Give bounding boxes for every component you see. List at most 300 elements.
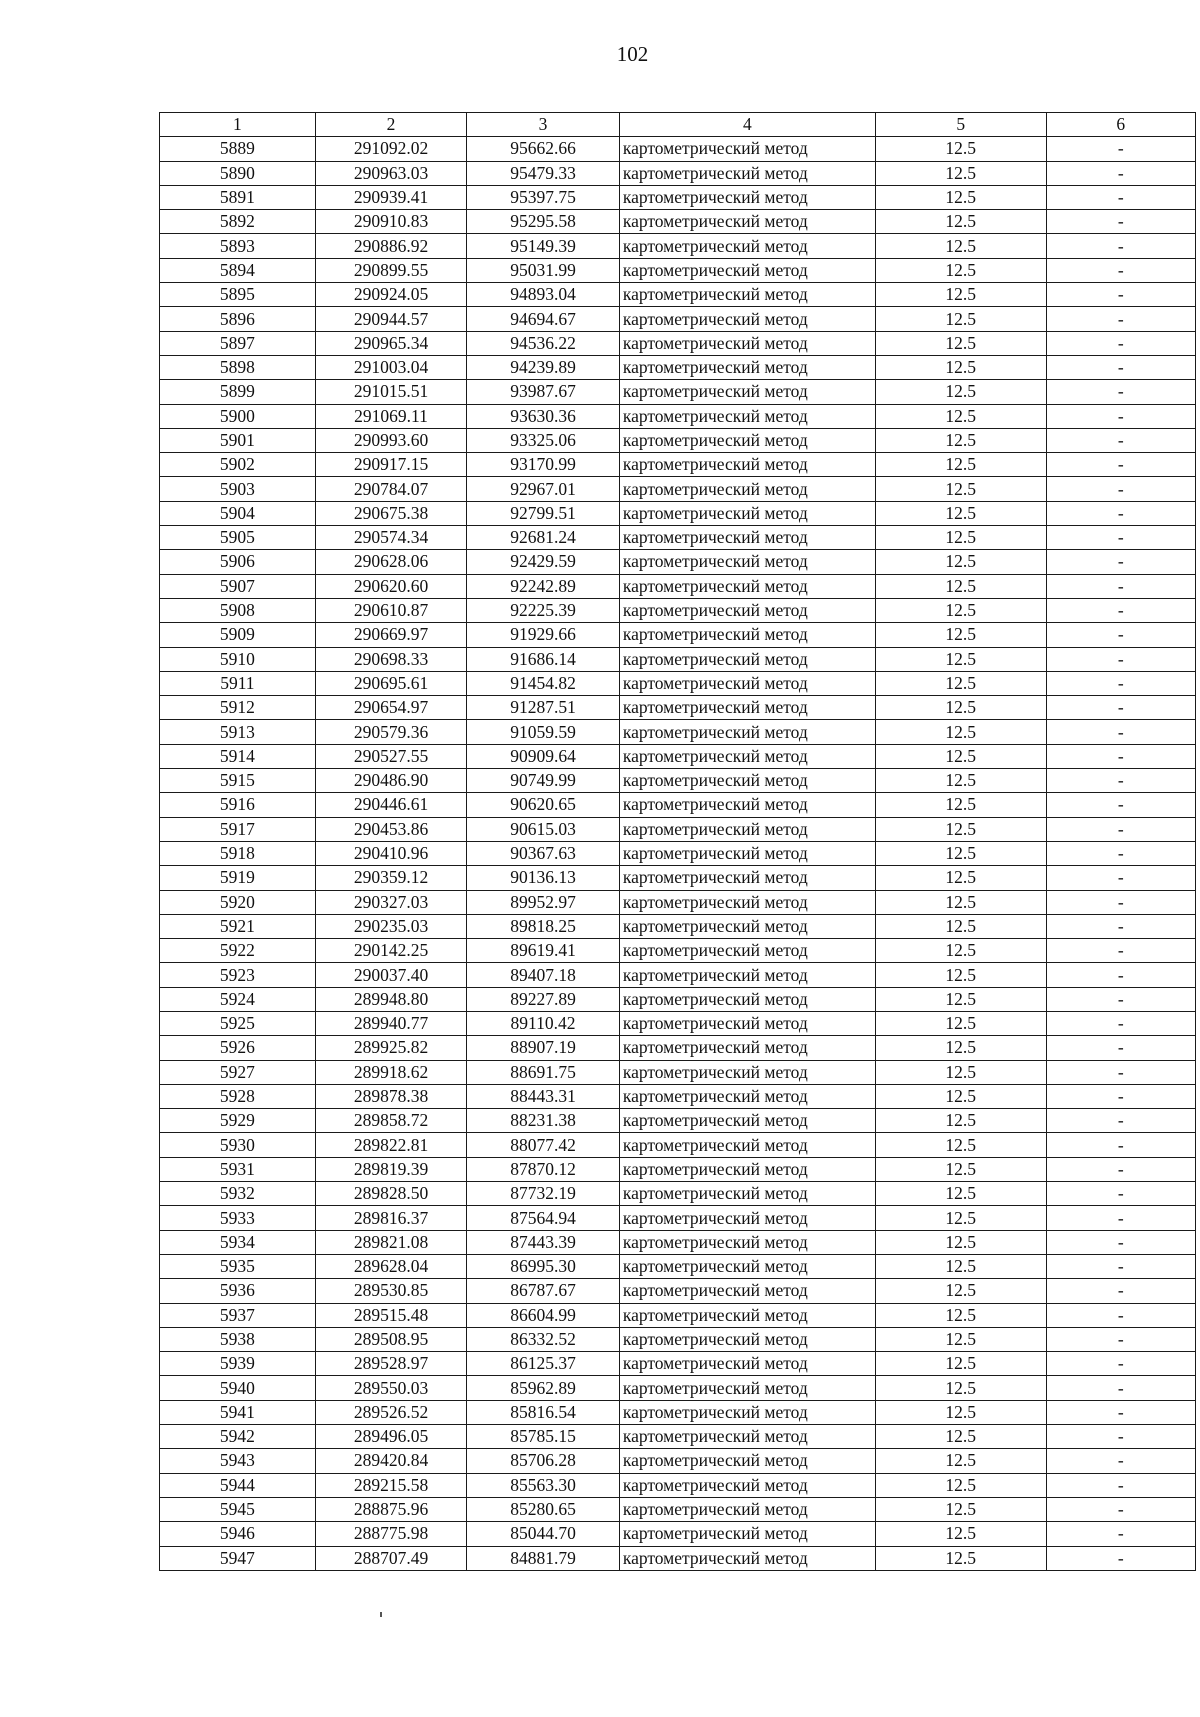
note-cell: - (1046, 428, 1195, 452)
table-row (160, 769, 1196, 793)
note-cell: - (1046, 1230, 1195, 1254)
x-coordinate-cell: 291092.02 (315, 137, 467, 161)
x-coordinate-cell: 290910.83 (315, 210, 467, 234)
accuracy-cell: 12.5 (875, 866, 1046, 890)
y-coordinate-cell: 95031.99 (467, 258, 620, 282)
method-cell: картометрический метод (619, 720, 875, 744)
table-row (160, 1473, 1196, 1497)
x-coordinate-cell: 290939.41 (315, 185, 467, 209)
x-coordinate-cell: 290486.90 (315, 769, 467, 793)
accuracy-cell: 12.5 (875, 987, 1046, 1011)
point-number-cell: 5913 (160, 720, 316, 744)
point-number-cell: 5919 (160, 866, 316, 890)
y-coordinate-cell: 92967.01 (467, 477, 620, 501)
x-coordinate-cell: 289628.04 (315, 1254, 467, 1278)
accuracy-cell: 12.5 (875, 744, 1046, 768)
note-cell: - (1046, 453, 1195, 477)
y-coordinate-cell: 93987.67 (467, 380, 620, 404)
y-coordinate-cell: 85706.28 (467, 1449, 620, 1473)
table-row (160, 550, 1196, 574)
y-coordinate-cell: 89818.25 (467, 914, 620, 938)
table-row (160, 1400, 1196, 1424)
table-row (160, 185, 1196, 209)
table-row (160, 1084, 1196, 1108)
method-cell: картометрический метод (619, 769, 875, 793)
point-number-cell: 5898 (160, 355, 316, 379)
y-coordinate-cell: 94239.89 (467, 355, 620, 379)
point-number-cell: 5906 (160, 550, 316, 574)
method-cell: картометрический метод (619, 623, 875, 647)
y-coordinate-cell: 89952.97 (467, 890, 620, 914)
method-cell: картометрический метод (619, 1522, 875, 1546)
note-cell: - (1046, 380, 1195, 404)
accuracy-cell: 12.5 (875, 1425, 1046, 1449)
accuracy-cell: 12.5 (875, 307, 1046, 331)
method-cell: картометрический метод (619, 1133, 875, 1157)
note-cell: - (1046, 1109, 1195, 1133)
accuracy-cell: 12.5 (875, 1084, 1046, 1108)
point-number-cell: 5931 (160, 1157, 316, 1181)
accuracy-cell: 12.5 (875, 234, 1046, 258)
table-row (160, 1449, 1196, 1473)
point-number-cell: 5934 (160, 1230, 316, 1254)
x-coordinate-cell: 289526.52 (315, 1400, 467, 1424)
table-row (160, 914, 1196, 938)
x-coordinate-cell: 289528.97 (315, 1352, 467, 1376)
accuracy-cell: 12.5 (875, 1473, 1046, 1497)
note-cell: - (1046, 671, 1195, 695)
accuracy-cell: 12.5 (875, 963, 1046, 987)
point-number-cell: 5895 (160, 283, 316, 307)
y-coordinate-cell: 85044.70 (467, 1522, 620, 1546)
note-cell: - (1046, 1206, 1195, 1230)
accuracy-cell: 12.5 (875, 1011, 1046, 1035)
method-cell: картометрический метод (619, 428, 875, 452)
accuracy-cell: 12.5 (875, 550, 1046, 574)
note-cell: - (1046, 1011, 1195, 1035)
point-number-cell: 5891 (160, 185, 316, 209)
note-cell: - (1046, 720, 1195, 744)
x-coordinate-cell: 289918.62 (315, 1060, 467, 1084)
y-coordinate-cell: 84881.79 (467, 1546, 620, 1570)
point-number-cell: 5892 (160, 210, 316, 234)
x-coordinate-cell: 290886.92 (315, 234, 467, 258)
method-cell: картометрический метод (619, 1084, 875, 1108)
accuracy-cell: 12.5 (875, 841, 1046, 865)
note-cell: - (1046, 914, 1195, 938)
point-number-cell: 5922 (160, 939, 316, 963)
header-col-3: 3 (467, 113, 620, 137)
method-cell: картометрический метод (619, 890, 875, 914)
method-cell: картометрический метод (619, 1254, 875, 1278)
point-number-cell: 5926 (160, 1036, 316, 1060)
note-cell: - (1046, 1254, 1195, 1278)
accuracy-cell: 12.5 (875, 137, 1046, 161)
y-coordinate-cell: 87732.19 (467, 1182, 620, 1206)
table-row (160, 987, 1196, 1011)
accuracy-cell: 12.5 (875, 1230, 1046, 1254)
y-coordinate-cell: 86787.67 (467, 1279, 620, 1303)
point-number-cell: 5908 (160, 598, 316, 622)
table-body (160, 137, 1196, 1571)
x-coordinate-cell: 289822.81 (315, 1133, 467, 1157)
y-coordinate-cell: 88077.42 (467, 1133, 620, 1157)
method-cell: картометрический метод (619, 963, 875, 987)
point-number-cell: 5905 (160, 526, 316, 550)
method-cell: картометрический метод (619, 817, 875, 841)
table-row (160, 1182, 1196, 1206)
x-coordinate-cell: 289828.50 (315, 1182, 467, 1206)
y-coordinate-cell: 94694.67 (467, 307, 620, 331)
point-number-cell: 5945 (160, 1497, 316, 1521)
accuracy-cell: 12.5 (875, 939, 1046, 963)
y-coordinate-cell: 92799.51 (467, 501, 620, 525)
accuracy-cell: 12.5 (875, 890, 1046, 914)
accuracy-cell: 12.5 (875, 258, 1046, 282)
y-coordinate-cell: 95295.58 (467, 210, 620, 234)
method-cell: картометрический метод (619, 1182, 875, 1206)
point-number-cell: 5924 (160, 987, 316, 1011)
accuracy-cell: 12.5 (875, 1546, 1046, 1570)
method-cell: картометрический метод (619, 1546, 875, 1570)
accuracy-cell: 12.5 (875, 1352, 1046, 1376)
point-number-cell: 5914 (160, 744, 316, 768)
note-cell: - (1046, 623, 1195, 647)
table-row (160, 1497, 1196, 1521)
note-cell: - (1046, 1449, 1195, 1473)
point-number-cell: 5912 (160, 696, 316, 720)
table-header-row (160, 113, 1196, 137)
table-row (160, 477, 1196, 501)
table-row (160, 841, 1196, 865)
x-coordinate-cell: 289940.77 (315, 1011, 467, 1035)
y-coordinate-cell: 86995.30 (467, 1254, 620, 1278)
method-cell: картометрический метод (619, 987, 875, 1011)
accuracy-cell: 12.5 (875, 1279, 1046, 1303)
note-cell: - (1046, 501, 1195, 525)
table-row (160, 137, 1196, 161)
method-cell: картометрический метод (619, 1011, 875, 1035)
coordinates-table (159, 112, 1196, 1571)
accuracy-cell: 12.5 (875, 623, 1046, 647)
point-number-cell: 5928 (160, 1084, 316, 1108)
table-row (160, 1206, 1196, 1230)
x-coordinate-cell: 288875.96 (315, 1497, 467, 1521)
method-cell: картометрический метод (619, 866, 875, 890)
point-number-cell: 5932 (160, 1182, 316, 1206)
table-row (160, 1011, 1196, 1035)
point-number-cell: 5889 (160, 137, 316, 161)
note-cell: - (1046, 258, 1195, 282)
y-coordinate-cell: 85280.65 (467, 1497, 620, 1521)
point-number-cell: 5937 (160, 1303, 316, 1327)
note-cell: - (1046, 598, 1195, 622)
table-row (160, 647, 1196, 671)
y-coordinate-cell: 90620.65 (467, 793, 620, 817)
x-coordinate-cell: 290327.03 (315, 890, 467, 914)
table-row (160, 453, 1196, 477)
method-cell: картометрический метод (619, 258, 875, 282)
y-coordinate-cell: 85563.30 (467, 1473, 620, 1497)
table-row (160, 793, 1196, 817)
x-coordinate-cell: 289508.95 (315, 1327, 467, 1351)
method-cell: картометрический метод (619, 647, 875, 671)
accuracy-cell: 12.5 (875, 1109, 1046, 1133)
note-cell: - (1046, 1036, 1195, 1060)
accuracy-cell: 12.5 (875, 671, 1046, 695)
header-col-4: 4 (619, 113, 875, 137)
method-cell: картометрический метод (619, 210, 875, 234)
point-number-cell: 5915 (160, 769, 316, 793)
note-cell: - (1046, 526, 1195, 550)
x-coordinate-cell: 290410.96 (315, 841, 467, 865)
point-number-cell: 5925 (160, 1011, 316, 1035)
point-number-cell: 5917 (160, 817, 316, 841)
method-cell: картометрический метод (619, 1497, 875, 1521)
method-cell: картометрический метод (619, 550, 875, 574)
point-number-cell: 5935 (160, 1254, 316, 1278)
x-coordinate-cell: 289550.03 (315, 1376, 467, 1400)
point-number-cell: 5947 (160, 1546, 316, 1570)
method-cell: картометрический метод (619, 1230, 875, 1254)
point-number-cell: 5942 (160, 1425, 316, 1449)
x-coordinate-cell: 290610.87 (315, 598, 467, 622)
point-number-cell: 5920 (160, 890, 316, 914)
method-cell: картометрический метод (619, 914, 875, 938)
accuracy-cell: 12.5 (875, 647, 1046, 671)
method-cell: картометрический метод (619, 1425, 875, 1449)
y-coordinate-cell: 88907.19 (467, 1036, 620, 1060)
point-number-cell: 5941 (160, 1400, 316, 1424)
note-cell: - (1046, 1352, 1195, 1376)
x-coordinate-cell: 290654.97 (315, 696, 467, 720)
x-coordinate-cell: 290620.60 (315, 574, 467, 598)
note-cell: - (1046, 841, 1195, 865)
table-row (160, 1036, 1196, 1060)
point-number-cell: 5911 (160, 671, 316, 695)
y-coordinate-cell: 95397.75 (467, 185, 620, 209)
y-coordinate-cell: 92225.39 (467, 598, 620, 622)
note-cell: - (1046, 1497, 1195, 1521)
note-cell: - (1046, 1376, 1195, 1400)
note-cell: - (1046, 1303, 1195, 1327)
accuracy-cell: 12.5 (875, 283, 1046, 307)
table-row (160, 1109, 1196, 1133)
note-cell: - (1046, 185, 1195, 209)
note-cell: - (1046, 1327, 1195, 1351)
note-cell: - (1046, 1084, 1195, 1108)
point-number-cell: 5918 (160, 841, 316, 865)
note-cell: - (1046, 647, 1195, 671)
x-coordinate-cell: 289925.82 (315, 1036, 467, 1060)
y-coordinate-cell: 89110.42 (467, 1011, 620, 1035)
note-cell: - (1046, 574, 1195, 598)
note-cell: - (1046, 234, 1195, 258)
y-coordinate-cell: 88691.75 (467, 1060, 620, 1084)
y-coordinate-cell: 91454.82 (467, 671, 620, 695)
accuracy-cell: 12.5 (875, 210, 1046, 234)
point-number-cell: 5901 (160, 428, 316, 452)
y-coordinate-cell: 85816.54 (467, 1400, 620, 1424)
point-number-cell: 5939 (160, 1352, 316, 1376)
table-row (160, 161, 1196, 185)
y-coordinate-cell: 93170.99 (467, 453, 620, 477)
x-coordinate-cell: 290784.07 (315, 477, 467, 501)
x-coordinate-cell: 290944.57 (315, 307, 467, 331)
x-coordinate-cell: 290446.61 (315, 793, 467, 817)
y-coordinate-cell: 90909.64 (467, 744, 620, 768)
method-cell: картометрический метод (619, 453, 875, 477)
x-coordinate-cell: 290965.34 (315, 331, 467, 355)
x-coordinate-cell: 290527.55 (315, 744, 467, 768)
point-number-cell: 5930 (160, 1133, 316, 1157)
method-cell: картометрический метод (619, 574, 875, 598)
point-number-cell: 5927 (160, 1060, 316, 1084)
accuracy-cell: 12.5 (875, 1400, 1046, 1424)
scan-mark (380, 1612, 382, 1617)
x-coordinate-cell: 290675.38 (315, 501, 467, 525)
table-row (160, 210, 1196, 234)
x-coordinate-cell: 291069.11 (315, 404, 467, 428)
y-coordinate-cell: 85785.15 (467, 1425, 620, 1449)
table-row (160, 890, 1196, 914)
accuracy-cell: 12.5 (875, 1157, 1046, 1181)
table-row (160, 1254, 1196, 1278)
x-coordinate-cell: 288707.49 (315, 1546, 467, 1570)
note-cell: - (1046, 355, 1195, 379)
x-coordinate-cell: 289816.37 (315, 1206, 467, 1230)
method-cell: картометрический метод (619, 1352, 875, 1376)
method-cell: картометрический метод (619, 1473, 875, 1497)
table-row (160, 1352, 1196, 1376)
point-number-cell: 5923 (160, 963, 316, 987)
x-coordinate-cell: 291015.51 (315, 380, 467, 404)
method-cell: картометрический метод (619, 1060, 875, 1084)
header-col-2: 2 (315, 113, 467, 137)
y-coordinate-cell: 91686.14 (467, 647, 620, 671)
accuracy-cell: 12.5 (875, 1254, 1046, 1278)
x-coordinate-cell: 289215.58 (315, 1473, 467, 1497)
method-cell: картометрический метод (619, 283, 875, 307)
point-number-cell: 5900 (160, 404, 316, 428)
table-row (160, 623, 1196, 647)
method-cell: картометрический метод (619, 939, 875, 963)
accuracy-cell: 12.5 (875, 1376, 1046, 1400)
accuracy-cell: 12.5 (875, 1303, 1046, 1327)
x-coordinate-cell: 290917.15 (315, 453, 467, 477)
note-cell: - (1046, 210, 1195, 234)
point-number-cell: 5894 (160, 258, 316, 282)
table-row (160, 1279, 1196, 1303)
accuracy-cell: 12.5 (875, 185, 1046, 209)
x-coordinate-cell: 291003.04 (315, 355, 467, 379)
point-number-cell: 5890 (160, 161, 316, 185)
note-cell: - (1046, 1279, 1195, 1303)
y-coordinate-cell: 87870.12 (467, 1157, 620, 1181)
header-col-1: 1 (160, 113, 316, 137)
x-coordinate-cell: 290924.05 (315, 283, 467, 307)
note-cell: - (1046, 1400, 1195, 1424)
point-number-cell: 5902 (160, 453, 316, 477)
table-row (160, 307, 1196, 331)
point-number-cell: 5897 (160, 331, 316, 355)
x-coordinate-cell: 290993.60 (315, 428, 467, 452)
table-row (160, 526, 1196, 550)
note-cell: - (1046, 866, 1195, 890)
method-cell: картометрический метод (619, 1376, 875, 1400)
y-coordinate-cell: 90615.03 (467, 817, 620, 841)
note-cell: - (1046, 137, 1195, 161)
accuracy-cell: 12.5 (875, 380, 1046, 404)
accuracy-cell: 12.5 (875, 477, 1046, 501)
point-number-cell: 5896 (160, 307, 316, 331)
method-cell: картометрический метод (619, 1279, 875, 1303)
accuracy-cell: 12.5 (875, 1036, 1046, 1060)
method-cell: картометрический метод (619, 744, 875, 768)
accuracy-cell: 12.5 (875, 769, 1046, 793)
method-cell: картометрический метод (619, 696, 875, 720)
note-cell: - (1046, 963, 1195, 987)
table-row (160, 598, 1196, 622)
table-row (160, 428, 1196, 452)
method-cell: картометрический метод (619, 1109, 875, 1133)
x-coordinate-cell: 289420.84 (315, 1449, 467, 1473)
point-number-cell: 5944 (160, 1473, 316, 1497)
method-cell: картометрический метод (619, 404, 875, 428)
accuracy-cell: 12.5 (875, 331, 1046, 355)
x-coordinate-cell: 289496.05 (315, 1425, 467, 1449)
x-coordinate-cell: 290899.55 (315, 258, 467, 282)
note-cell: - (1046, 1522, 1195, 1546)
accuracy-cell: 12.5 (875, 404, 1046, 428)
note-cell: - (1046, 769, 1195, 793)
table-row (160, 234, 1196, 258)
x-coordinate-cell: 289878.38 (315, 1084, 467, 1108)
x-coordinate-cell: 290235.03 (315, 914, 467, 938)
table-row (160, 744, 1196, 768)
table-row (160, 696, 1196, 720)
y-coordinate-cell: 91929.66 (467, 623, 620, 647)
method-cell: картометрический метод (619, 380, 875, 404)
note-cell: - (1046, 1473, 1195, 1497)
method-cell: картометрический метод (619, 841, 875, 865)
table-row (160, 720, 1196, 744)
y-coordinate-cell: 93325.06 (467, 428, 620, 452)
accuracy-cell: 12.5 (875, 1522, 1046, 1546)
table-row (160, 1425, 1196, 1449)
y-coordinate-cell: 86332.52 (467, 1327, 620, 1351)
y-coordinate-cell: 95479.33 (467, 161, 620, 185)
x-coordinate-cell: 290037.40 (315, 963, 467, 987)
y-coordinate-cell: 89619.41 (467, 939, 620, 963)
y-coordinate-cell: 94893.04 (467, 283, 620, 307)
point-number-cell: 5936 (160, 1279, 316, 1303)
table-row (160, 939, 1196, 963)
method-cell: картометрический метод (619, 355, 875, 379)
method-cell: картометрический метод (619, 1206, 875, 1230)
header-col-6: 6 (1046, 113, 1195, 137)
x-coordinate-cell: 290574.34 (315, 526, 467, 550)
x-coordinate-cell: 290698.33 (315, 647, 467, 671)
note-cell: - (1046, 987, 1195, 1011)
accuracy-cell: 12.5 (875, 526, 1046, 550)
y-coordinate-cell: 86125.37 (467, 1352, 620, 1376)
point-number-cell: 5929 (160, 1109, 316, 1133)
y-coordinate-cell: 92242.89 (467, 574, 620, 598)
x-coordinate-cell: 289515.48 (315, 1303, 467, 1327)
y-coordinate-cell: 91059.59 (467, 720, 620, 744)
table-row (160, 380, 1196, 404)
